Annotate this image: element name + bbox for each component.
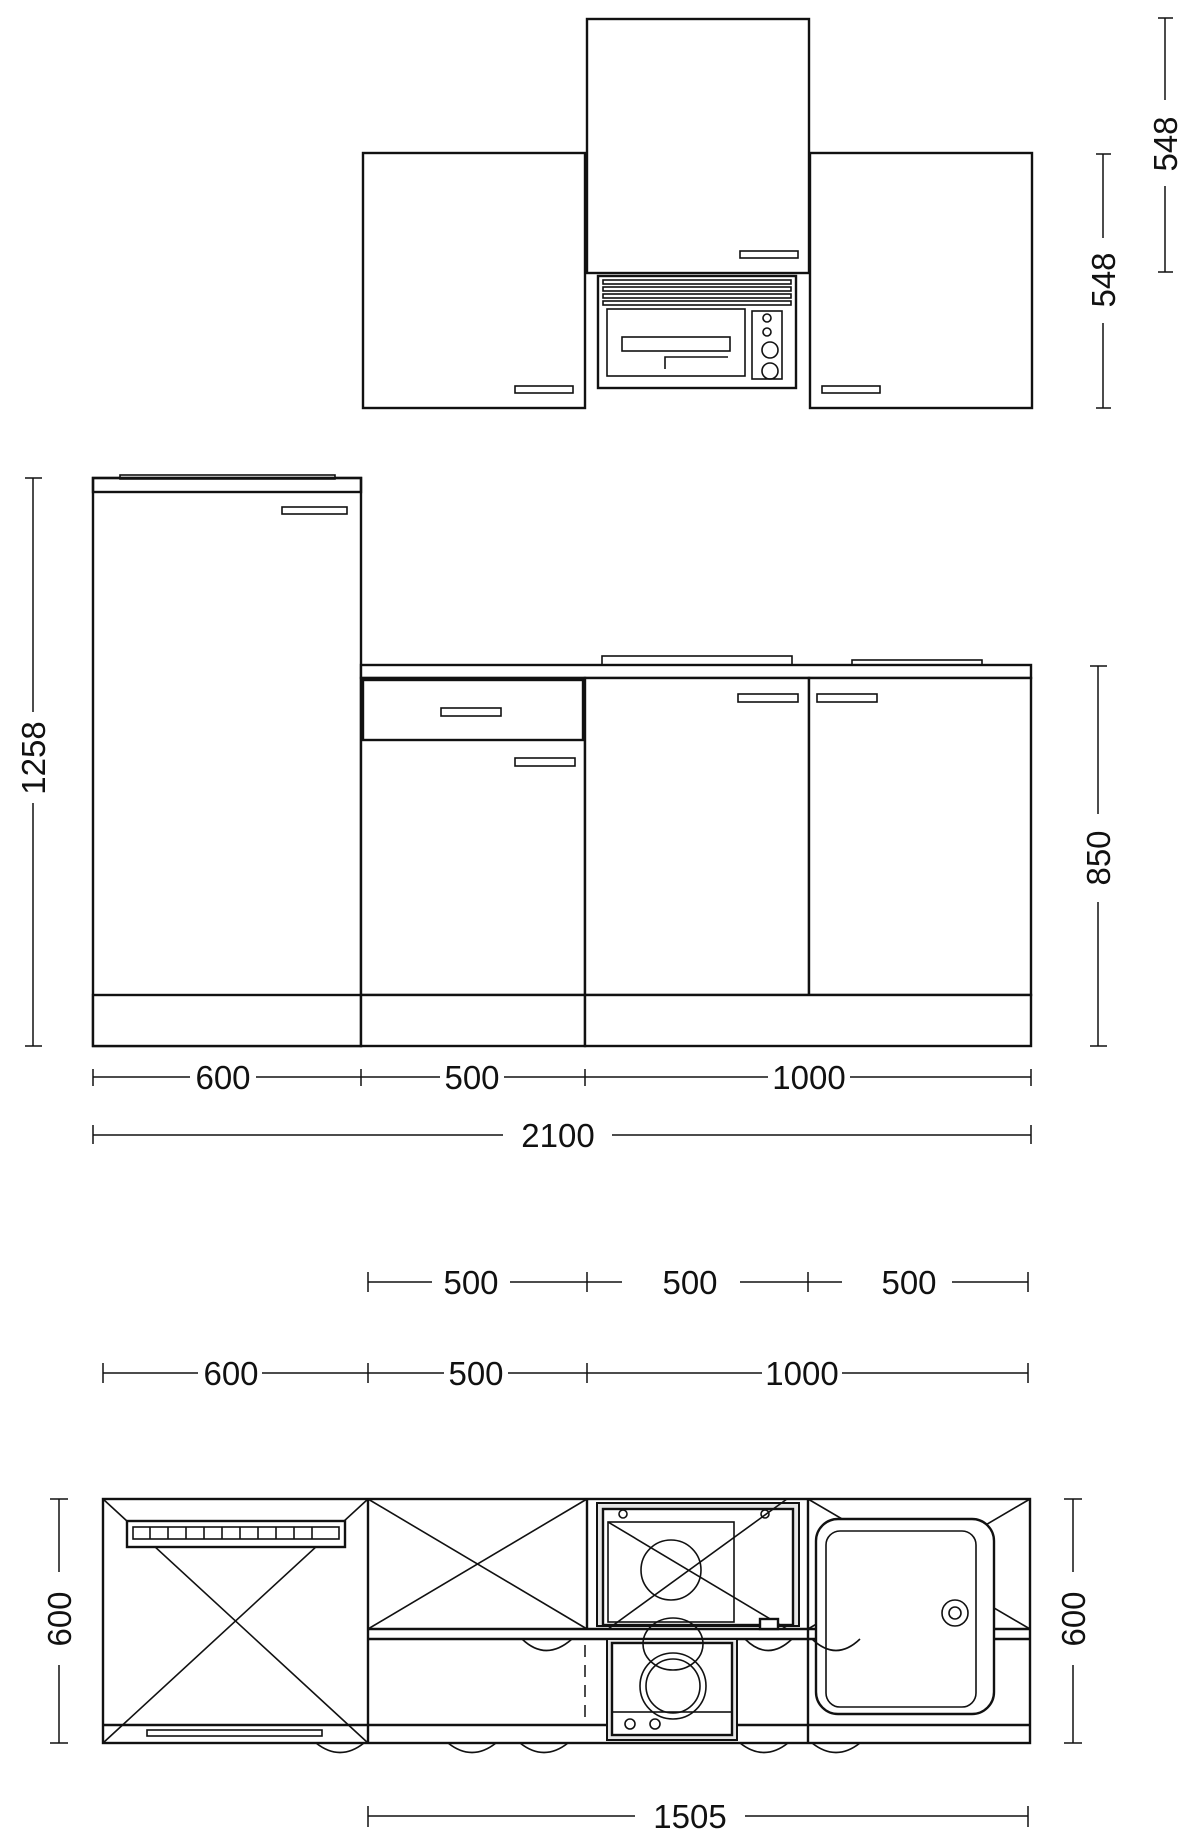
front-view xyxy=(93,475,1031,1046)
plan-upper-width-1: 500 xyxy=(443,1264,499,1301)
plan-lower-width-600: 600 xyxy=(203,1355,259,1392)
plan-upper-dimensions xyxy=(368,1264,1028,1301)
fridge-height-label: 1258 xyxy=(15,721,52,795)
wall-cabinet-left xyxy=(363,153,585,408)
front-width-600: 600 xyxy=(195,1059,251,1096)
front-width-1000: 1000 xyxy=(772,1059,846,1096)
wall-height-right-label: 548 xyxy=(1147,116,1184,172)
plan-bottom-dimension xyxy=(368,1798,1028,1835)
wall-cabinet-right xyxy=(810,153,1032,408)
cooktop-left-edge xyxy=(602,656,792,665)
wall-height-left-label: 548 xyxy=(1085,252,1122,308)
countertop xyxy=(361,665,1031,678)
plan-depth-right-label: 600 xyxy=(1055,1591,1092,1647)
microwave xyxy=(598,276,796,388)
wall-cabinet-center xyxy=(587,19,809,273)
plan-lower-dimensions xyxy=(103,1355,1028,1392)
base-height-label: 850 xyxy=(1080,830,1117,886)
plan-depth-left-label: 600 xyxy=(41,1591,78,1647)
plan-upper-width-2: 500 xyxy=(662,1264,718,1301)
fridge xyxy=(93,475,361,1046)
plinth xyxy=(93,995,1031,1046)
cooktop-right-edge xyxy=(852,660,982,665)
plan-lower-width-500: 500 xyxy=(448,1355,504,1392)
plan-view xyxy=(103,1499,1030,1753)
wall-cabinets xyxy=(363,19,1032,408)
base-cabinet-1000 xyxy=(585,678,1031,995)
plan-lower-width-1000: 1000 xyxy=(765,1355,839,1392)
base-cabinet-500 xyxy=(361,678,585,995)
plan-upper-width-3: 500 xyxy=(881,1264,937,1301)
wall-height-dimensions xyxy=(1085,18,1184,408)
front-width-500: 500 xyxy=(444,1059,500,1096)
front-width-dimensions xyxy=(93,1059,1031,1154)
total-width-label: 2100 xyxy=(521,1117,595,1154)
plan-bottom-width-label: 1505 xyxy=(653,1798,727,1835)
